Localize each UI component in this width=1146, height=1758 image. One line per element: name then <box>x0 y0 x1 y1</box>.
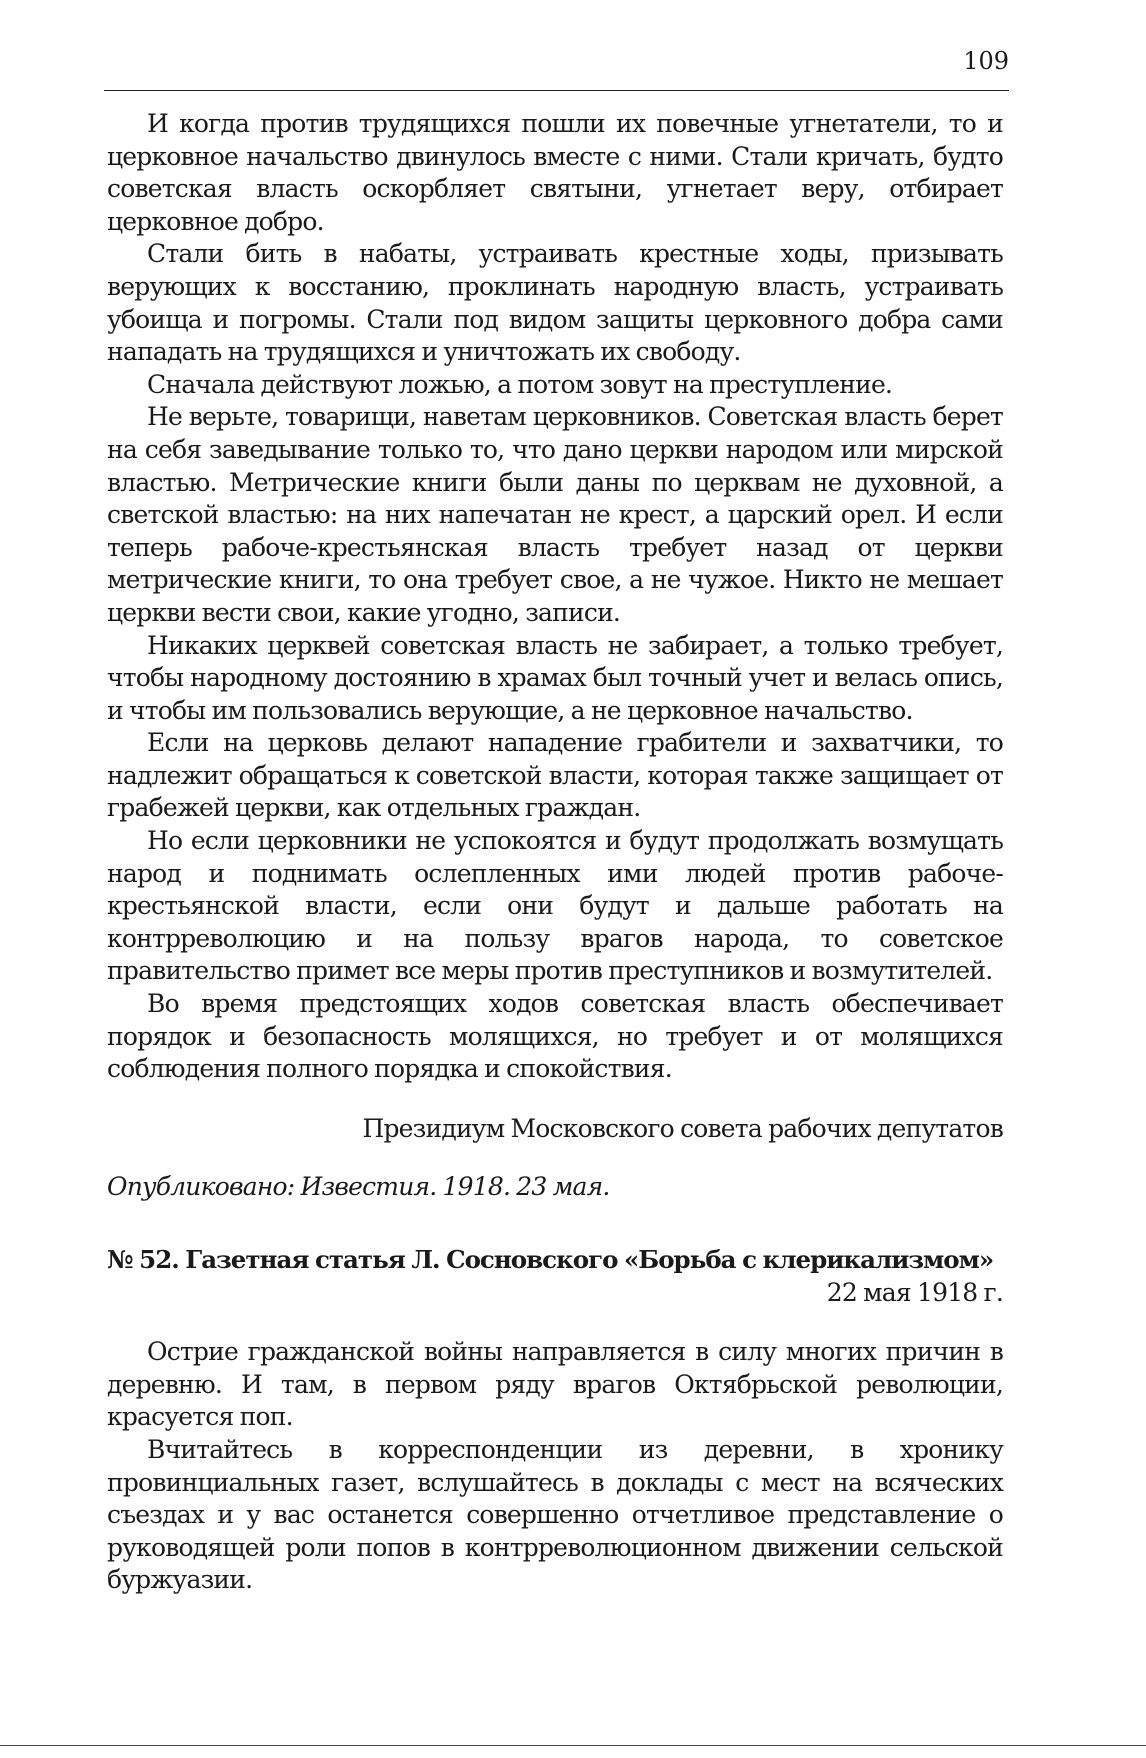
paragraph: Острие гражданской войны направляется в силу многих причин в деревню. И там, в первом ряду врагов Октябрьской революции, красуется поп. <box>107 1337 1003 1432</box>
page-bottom-edge <box>0 1745 1146 1746</box>
header-rule <box>104 90 1009 91</box>
signature: Президиум Московского совета рабочих депутатов <box>362 1113 1003 1143</box>
page-number: 109 <box>963 47 1009 75</box>
paragraph: И когда против трудящихся пошли их повечные угнетатели, то и церковное начальство двинулось вместе с ними. Стали кричать, будто советская власть оскорбляет святыни, угнетает веру, отбирает церковное добро. <box>107 109 1003 236</box>
paragraph: Сначала действуют ложью, а потом зовут на преступление. <box>147 369 893 399</box>
paragraph: Стали бить в набаты, устраивать крестные ходы, призывать верующих к восстанию, проклинать народную власть, устраивать убоища и погромы. Стали под видом защиты церковного добра сами нападать на трудящихся и уничтожать их свободу. <box>107 239 1003 367</box>
page-content <box>107 108 1003 1597</box>
paragraph: Если на церковь делают нападение грабители и захватчики, то надлежит обращаться к советской власти, которая также защищает от грабежей церкви, как отдельных граждан. <box>107 728 1003 823</box>
paragraph: Вчитайтесь в корреспонденции из деревни, в хронику провинциальных газет, вслушайтесь в доклады с мест на всяческих съездах и у вас останется совершенно отчетливое представление о руководящей роли попов в контрреволюционном движении сельской буржуазии. <box>107 1434 1003 1595</box>
paragraph: Во время предстоящих ходов советская власть обеспечивает порядок и безопасность молящихся, но требует и от молящихся соблюдения полного порядка и спокойствия. <box>107 989 1003 1084</box>
document-date: 22 мая 1918 г. <box>826 1277 1003 1307</box>
paragraph: Никаких церквей советская власть не забирает, а только требует, чтобы народному достоянию в храмах был точный учет и велась опись, и чтобы им пользовались верующие, а не церковное начальство. <box>107 630 1003 725</box>
continued-text <box>107 108 1003 1204</box>
document-52 <box>107 1244 1003 1597</box>
paragraph: Но если церковники не успокоятся и будут продолжать возмущать народ и поднимать ослепленных ими людей против рабоче-крестьянской власти, если они будут и дальше работать на контрреволюцию и на пользу врагов народа, то советское правительство примет все меры против преступников и возмутителей. <box>107 826 1003 986</box>
paragraph: Не верьте, товарищи, наветам церковников. Советская власть берет на себя заведывание только то, что дано церкви народом или мирской властью. Метрические книги были даны по церквам не духовной, а светской властью: на них напечатан не крест, а царский орел. И если теперь рабоче-крестьянская власть требует назад от церкви метрические книги, то она требует свое, а не чужое. Никто не мешает церкви вести свои, какие угодно, записи. <box>107 402 1003 627</box>
source-note: Опубликовано: Известия. 1918. 23 мая. <box>107 1172 610 1202</box>
document-title: № 52. Газетная статья Л. Сосновского «Борьба с клерикализмом» <box>107 1245 994 1274</box>
